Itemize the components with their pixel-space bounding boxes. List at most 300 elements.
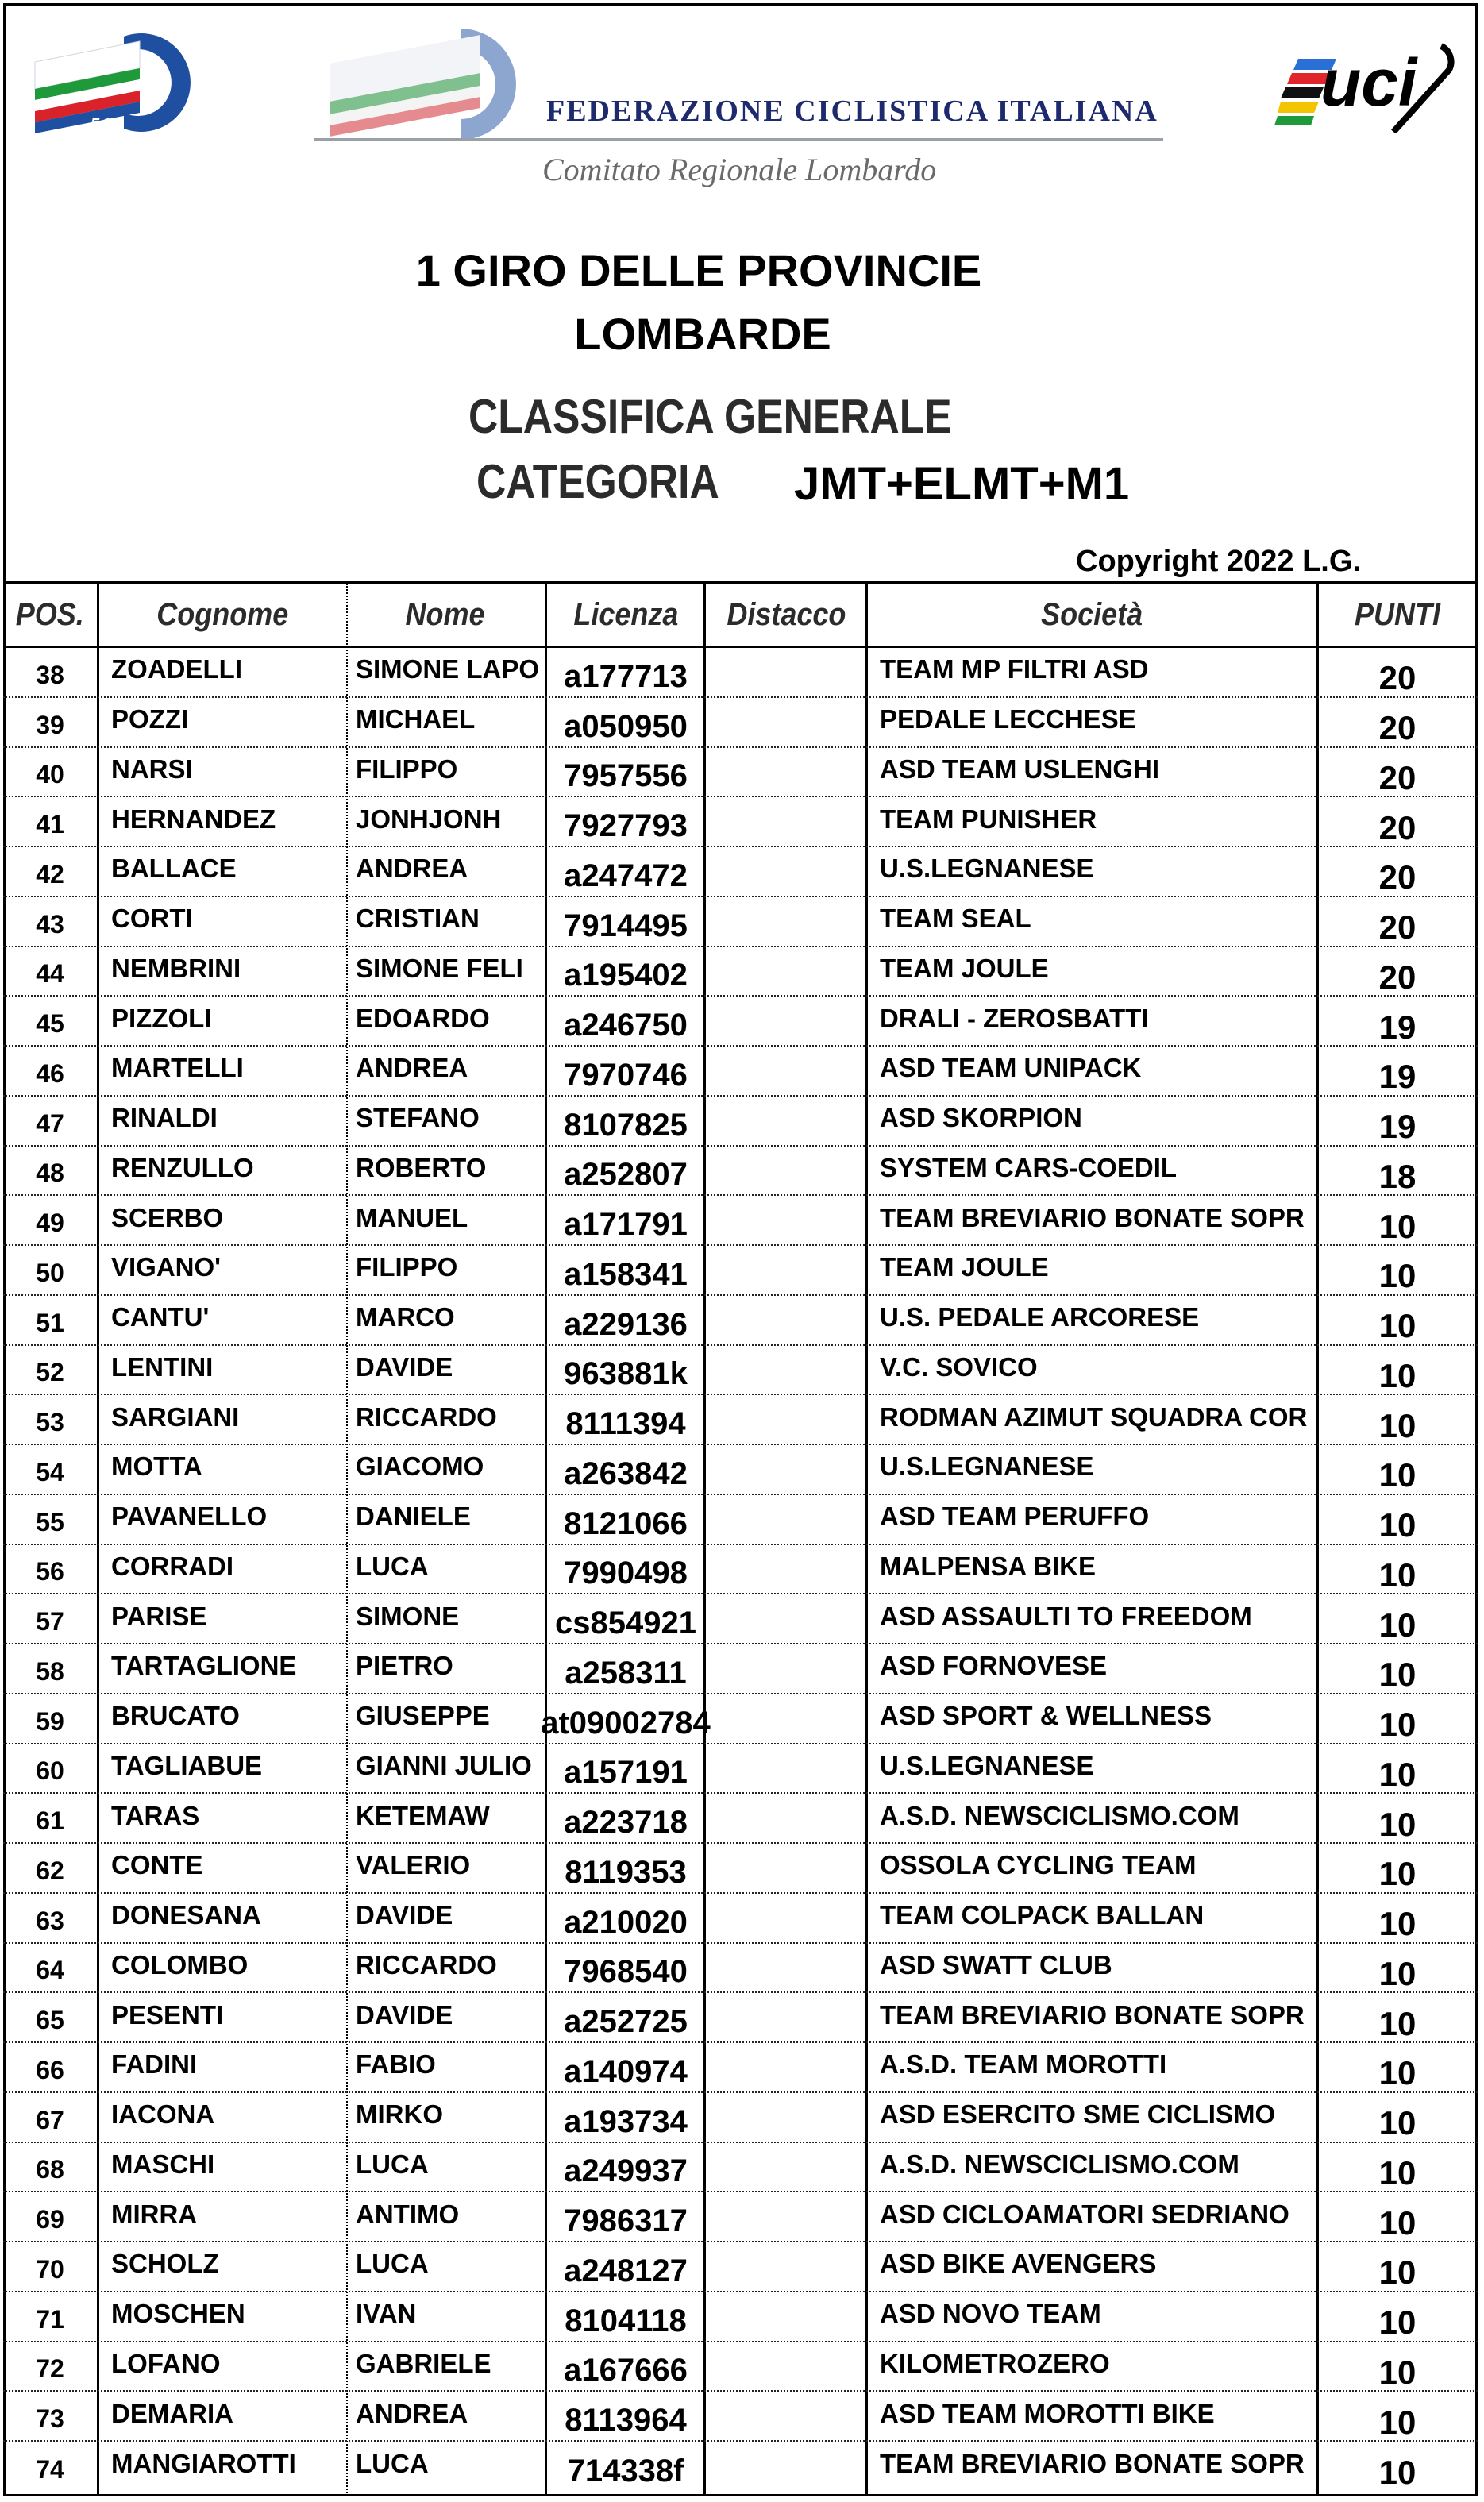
- cognome-cell: CONTE: [111, 1850, 203, 1880]
- cognome-cell: NEMBRINI: [111, 953, 241, 983]
- table-row: [3, 1097, 1478, 1147]
- pos-cell: 72: [36, 2354, 64, 2384]
- societa-cell: OSSOLA CYCLING TEAM: [880, 1850, 1197, 1880]
- cognome-cell: TAGLIABUE: [111, 1750, 263, 1780]
- table-row: [3, 2192, 1478, 2242]
- pos-cell: 58: [36, 1656, 64, 1686]
- distacco-cell: [705, 847, 867, 896]
- distacco-cell: [705, 1545, 867, 1594]
- punti-cell: 10: [1378, 1506, 1417, 1544]
- nome-cell: DAVIDE: [356, 1351, 453, 1382]
- licenza-cell: a252807: [564, 1157, 688, 1193]
- licenza-cell: 7957556: [564, 758, 688, 794]
- licenza-cell: 8119353: [565, 1854, 687, 1890]
- nome-cell: LUCA: [356, 2449, 429, 2479]
- header-nome: [346, 584, 545, 646]
- cognome-cell: TARAS: [111, 1800, 200, 1830]
- pos-cell: 44: [36, 959, 64, 989]
- societa-cell: ASD TEAM PERUFFO: [880, 1502, 1150, 1532]
- pos-cell: 39: [36, 710, 64, 739]
- societa-cell: PEDALE LECCHESE: [880, 704, 1136, 734]
- pos-cell: 61: [36, 1806, 64, 1836]
- cognome-cell: CORRADI: [111, 1551, 233, 1581]
- licenza-cell: a140974: [564, 2053, 688, 2089]
- punti-cell: 19: [1378, 1008, 1417, 1046]
- punti-cell: 10: [1378, 2104, 1417, 2142]
- pos-cell: 53: [36, 1408, 64, 1437]
- cognome-cell: CORTI: [111, 904, 193, 934]
- copyright-notice: Copyright 2022 L.G.: [1076, 545, 1361, 578]
- cognome-cell: MOTTA: [111, 1451, 202, 1482]
- licenza-cell: 7970746: [564, 1057, 688, 1093]
- header-distacco-label: Distacco: [726, 596, 846, 632]
- distacco-cell: [705, 2392, 867, 2440]
- punti-cell: 19: [1378, 1108, 1417, 1146]
- licenza-cell: 7927793: [564, 808, 688, 844]
- nome-cell: STEFANO: [356, 1103, 480, 1133]
- table-row: [3, 748, 1478, 798]
- licenza-cell: a247472: [564, 858, 688, 893]
- punti-cell: 10: [1378, 1706, 1417, 1744]
- nome-cell: DAVIDE: [356, 1900, 453, 1930]
- cognome-cell: MOSCHEN: [111, 2299, 245, 2329]
- cognome-cell: BALLACE: [111, 854, 237, 884]
- punti-cell: 10: [1378, 2454, 1417, 2492]
- table-row: [3, 1744, 1478, 1795]
- punti-cell: 10: [1378, 1406, 1417, 1444]
- societa-cell: A.S.D. NEWSCICLISMO.COM: [880, 2149, 1239, 2179]
- nome-cell: KETEMAW: [356, 1800, 490, 1830]
- pos-cell: 41: [36, 810, 64, 839]
- licenza-cell: a248127: [564, 2253, 688, 2288]
- punti-cell: 10: [1378, 1755, 1417, 1793]
- header-cognome-label: Cognome: [156, 596, 288, 632]
- distacco-cell: [705, 1296, 867, 1344]
- pos-cell: 71: [36, 2304, 64, 2334]
- distacco-cell: [705, 748, 867, 796]
- header-pos: [3, 584, 97, 646]
- distacco-cell: [705, 797, 867, 846]
- distacco-cell: [705, 2292, 867, 2341]
- table-row: [3, 2242, 1478, 2292]
- cognome-cell: MIRRA: [111, 2199, 198, 2229]
- societa-cell: A.S.D. NEWSCICLISMO.COM: [880, 1800, 1239, 1830]
- nome-cell: LUCA: [356, 2249, 429, 2279]
- pos-cell: 57: [36, 1607, 64, 1637]
- licenza-cell: a157191: [564, 1755, 688, 1791]
- cognome-cell: MARTELLI: [111, 1053, 244, 1083]
- table-row: [3, 2093, 1478, 2143]
- pos-cell: 43: [36, 909, 64, 939]
- societa-cell: ASD ASSAULTI TO FREEDOM: [880, 1601, 1252, 1631]
- societa-cell: ASD TEAM USLENGHI: [880, 754, 1160, 784]
- pos-cell: 68: [36, 2155, 64, 2184]
- pos-cell: 74: [36, 2454, 64, 2484]
- societa-cell: A.S.D. TEAM MOROTTI: [880, 2049, 1167, 2080]
- licenza-cell: 8113964: [565, 2403, 687, 2438]
- punti-cell: 10: [1378, 2004, 1417, 2042]
- licenza-cell: 8111394: [565, 1406, 686, 1442]
- cognome-cell: LENTINI: [111, 1351, 214, 1382]
- punti-cell: 10: [1378, 2303, 1417, 2342]
- table-row: [3, 897, 1478, 947]
- punti-cell: 10: [1378, 2253, 1417, 2292]
- distacco-cell: [705, 2043, 867, 2091]
- punti-cell: 10: [1378, 1307, 1417, 1345]
- pos-cell: 40: [36, 760, 64, 789]
- licenza-cell: a229136: [564, 1306, 688, 1342]
- punti-cell: 10: [1378, 1556, 1417, 1594]
- distacco-cell: [705, 1346, 867, 1394]
- header-licenza-label: Licenza: [572, 596, 679, 632]
- nome-cell: PIETRO: [356, 1651, 453, 1681]
- cognome-cell: TARTAGLIONE: [111, 1651, 297, 1681]
- pos-cell: 47: [36, 1108, 64, 1138]
- distacco-cell: [705, 1993, 867, 2041]
- pos-cell: 70: [36, 2254, 64, 2284]
- punti-cell: 10: [1378, 1905, 1417, 1943]
- societa-cell: U.S.LEGNANESE: [880, 1750, 1094, 1780]
- licenza-cell: at09002784: [541, 1705, 711, 1741]
- punti-cell: 20: [1378, 659, 1417, 697]
- distacco-cell: [705, 1147, 867, 1195]
- nome-cell: GIANNI JULIO: [356, 1750, 532, 1780]
- header-distacco: [705, 584, 867, 646]
- licenza-cell: 714338f: [567, 2453, 684, 2489]
- societa-cell: TEAM COLPACK BALLAN: [880, 1900, 1205, 1930]
- cognome-cell: DONESANA: [111, 1900, 261, 1930]
- table-row: [3, 1047, 1478, 1097]
- punti-cell: 20: [1378, 709, 1417, 747]
- pos-cell: 66: [36, 2055, 64, 2084]
- table-row: [3, 1246, 1478, 1296]
- cognome-cell: BRUCATO: [111, 1701, 240, 1731]
- societa-cell: DRALI - ZEROSBATTI: [880, 1003, 1149, 1033]
- header-punti-label: PUNTI: [1355, 596, 1440, 632]
- nome-cell: SIMONE FELI: [356, 953, 523, 983]
- cognome-cell: PAVANELLO: [111, 1502, 268, 1532]
- header-divider: [314, 138, 1163, 141]
- table-row: [3, 1944, 1478, 1994]
- pos-cell: 50: [36, 1258, 64, 1287]
- table-row: [3, 1844, 1478, 1894]
- classification-label: CLASSIFICA GENERALE: [468, 390, 952, 443]
- table-row: [3, 847, 1478, 897]
- pos-cell: 65: [36, 2006, 64, 2035]
- nome-cell: FILIPPO: [356, 1252, 458, 1282]
- societa-cell: U.S.LEGNANESE: [880, 1451, 1094, 1482]
- societa-cell: U.S.LEGNANESE: [880, 854, 1094, 884]
- licenza-cell: a210020: [564, 1904, 688, 1940]
- cognome-cell: HERNANDEZ: [111, 804, 276, 834]
- cognome-cell: ZOADELLI: [111, 654, 242, 684]
- distacco-cell: [705, 2342, 867, 2391]
- punti-cell: 20: [1378, 758, 1417, 796]
- punti-cell: 10: [1378, 1805, 1417, 1843]
- punti-cell: 20: [1378, 858, 1417, 896]
- licenza-cell: 7914495: [564, 908, 688, 943]
- nome-cell: MICHAEL: [356, 704, 476, 734]
- nome-cell: DANIELE: [356, 1502, 471, 1532]
- nome-cell: DAVIDE: [356, 1999, 453, 2030]
- societa-cell: TEAM BREVIARIO BONATE SOPR: [880, 2449, 1305, 2479]
- pos-cell: 48: [36, 1158, 64, 1188]
- event-title-line1: 1 GIRO DELLE PROVINCIE: [415, 245, 982, 295]
- licenza-cell: a263842: [564, 1455, 688, 1491]
- pos-cell: 69: [36, 2205, 64, 2234]
- cognome-cell: IACONA: [111, 2099, 215, 2130]
- distacco-cell: [705, 1196, 867, 1244]
- societa-cell: ASD TEAM MOROTTI BIKE: [880, 2398, 1215, 2428]
- societa-cell: ASD SPORT & WELLNESS: [880, 1701, 1212, 1731]
- nome-cell: EDOARDO: [356, 1003, 490, 1033]
- punti-cell: 18: [1378, 1157, 1417, 1195]
- regional-committee: Comitato Regionale Lombardo: [542, 152, 937, 187]
- cognome-cell: VIGANO': [111, 1252, 222, 1282]
- fci-center-logo: [322, 24, 552, 143]
- punti-cell: 10: [1378, 2353, 1417, 2391]
- fci-logo-text: F.C.I.: [91, 116, 125, 132]
- nome-cell: ROBERTO: [356, 1152, 487, 1182]
- cognome-cell: LOFANO: [111, 2348, 221, 2378]
- nome-cell: ANDREA: [356, 854, 468, 884]
- punti-cell: 10: [1378, 2403, 1417, 2441]
- table-row: [3, 2143, 1478, 2193]
- nome-cell: ANDREA: [356, 2398, 468, 2428]
- pos-cell: 63: [36, 1906, 64, 1935]
- table-row: [3, 2442, 1478, 2492]
- licenza-cell: a193734: [564, 2103, 688, 2139]
- licenza-cell: a171791: [564, 1207, 688, 1243]
- fci-logo: [29, 30, 211, 133]
- cognome-cell: CANTU': [111, 1302, 210, 1332]
- distacco-cell: [705, 1944, 867, 1992]
- nome-cell: ANDREA: [356, 1053, 468, 1083]
- societa-cell: SYSTEM CARS-COEDIL: [880, 1152, 1178, 1182]
- uci-logo: [1274, 30, 1465, 133]
- societa-cell: TEAM PUNISHER: [880, 804, 1097, 834]
- nome-cell: FILIPPO: [356, 754, 458, 784]
- cognome-cell: PESENTI: [111, 1999, 224, 2030]
- licenza-cell: a167666: [564, 2353, 688, 2388]
- nome-cell: SIMONE LAPO: [356, 654, 540, 684]
- distacco-cell: [705, 2093, 867, 2142]
- licenza-cell: 963881k: [564, 1356, 688, 1392]
- pos-cell: 42: [36, 859, 64, 889]
- cognome-cell: RENZULLO: [111, 1152, 254, 1182]
- nome-cell: ANTIMO: [356, 2199, 460, 2229]
- cognome-cell: MASCHI: [111, 2149, 215, 2179]
- table-row: [3, 947, 1478, 997]
- distacco-cell: [705, 1594, 867, 1643]
- table-row: [3, 1147, 1478, 1197]
- table-row: [3, 2043, 1478, 2093]
- pos-cell: 60: [36, 1756, 64, 1786]
- nome-cell: LUCA: [356, 1551, 429, 1581]
- table-row: [3, 1993, 1478, 2043]
- pos-cell: 52: [36, 1358, 64, 1387]
- distacco-cell: [705, 1794, 867, 1842]
- pos-cell: 38: [36, 660, 64, 689]
- licenza-cell: a050950: [564, 708, 688, 744]
- header-licenza: [546, 584, 705, 646]
- societa-cell: TEAM BREVIARIO BONATE SOPR: [880, 1999, 1305, 2030]
- punti-cell: 20: [1378, 958, 1417, 996]
- nome-cell: GABRIELE: [356, 2348, 491, 2378]
- nome-cell: JONHJONH: [356, 804, 502, 834]
- distacco-cell: [705, 1246, 867, 1294]
- distacco-cell: [705, 698, 867, 746]
- punti-cell: 10: [1378, 2054, 1417, 2092]
- societa-cell: ASD TEAM UNIPACK: [880, 1053, 1142, 1083]
- federation-name: FEDERAZIONE CICLISTICA ITALIANA: [546, 94, 1158, 128]
- distacco-cell: [705, 1644, 867, 1693]
- punti-cell: 19: [1378, 1058, 1417, 1096]
- nome-cell: FABIO: [356, 2049, 436, 2080]
- pos-cell: 55: [36, 1507, 64, 1536]
- table-row: [3, 2342, 1478, 2392]
- header-cognome: [98, 584, 346, 646]
- pos-cell: 73: [36, 2404, 64, 2434]
- table-row: [3, 1395, 1478, 1445]
- punti-cell: 10: [1378, 1356, 1417, 1394]
- cognome-cell: DEMARIA: [111, 2398, 233, 2428]
- table-row: [3, 1545, 1478, 1595]
- pos-cell: 49: [36, 1209, 64, 1238]
- societa-cell: TEAM BREVIARIO BONATE SOPR: [880, 1202, 1305, 1232]
- pos-cell: 54: [36, 1457, 64, 1486]
- societa-cell: MALPENSA BIKE: [880, 1551, 1096, 1581]
- punti-cell: 10: [1378, 2153, 1417, 2192]
- licenza-cell: a158341: [564, 1256, 688, 1292]
- cognome-cell: MANGIAROTTI: [111, 2449, 296, 2479]
- societa-cell: ASD SKORPION: [880, 1103, 1082, 1133]
- distacco-cell: [705, 1097, 867, 1145]
- punti-cell: 10: [1378, 1456, 1417, 1494]
- licenza-cell: 7990498: [564, 1556, 688, 1591]
- pos-cell: 45: [36, 1009, 64, 1039]
- table-row: [3, 648, 1478, 698]
- cognome-cell: NARSI: [111, 754, 193, 784]
- societa-cell: TEAM SEAL: [880, 904, 1031, 934]
- table-row: [3, 797, 1478, 847]
- nome-cell: GIACOMO: [356, 1451, 484, 1482]
- distacco-cell: [705, 997, 867, 1045]
- licenza-cell: a258311: [565, 1655, 687, 1690]
- table-row: [3, 997, 1478, 1047]
- table-header-row: [3, 584, 1478, 646]
- nome-cell: RICCARDO: [356, 1949, 497, 1980]
- licenza-cell: a223718: [564, 1805, 688, 1841]
- cognome-cell: COLOMBO: [111, 1949, 249, 1980]
- table-row: [3, 1196, 1478, 1246]
- distacco-cell: [705, 2442, 867, 2492]
- nome-cell: RICCARDO: [356, 1401, 497, 1432]
- cognome-cell: PIZZOLI: [111, 1003, 212, 1033]
- distacco-cell: [705, 897, 867, 946]
- societa-cell: ASD SWATT CLUB: [880, 1949, 1112, 1980]
- distacco-cell: [705, 1395, 867, 1444]
- table-row: [3, 1346, 1478, 1396]
- societa-cell: ASD NOVO TEAM: [880, 2299, 1101, 2329]
- societa-cell: KILOMETROZERO: [880, 2348, 1110, 2378]
- cognome-cell: FADINI: [111, 2049, 198, 2080]
- licenza-cell: a252725: [564, 2004, 688, 2040]
- licenza-cell: a177713: [564, 658, 688, 694]
- cognome-cell: SCERBO: [111, 1202, 224, 1232]
- table-row: [3, 1894, 1478, 1944]
- pos-cell: 56: [36, 1557, 64, 1586]
- table-row: [3, 1495, 1478, 1545]
- table-row: [3, 2292, 1478, 2342]
- cognome-cell: PARISE: [111, 1601, 207, 1631]
- cognome-cell: SARGIANI: [111, 1401, 240, 1432]
- table-row: [3, 698, 1478, 748]
- licenza-cell: 7968540: [564, 1954, 688, 1990]
- table-row: [3, 1445, 1478, 1495]
- nome-cell: GIUSEPPE: [356, 1701, 490, 1731]
- pos-cell: 62: [36, 1856, 64, 1885]
- table-row: [3, 2392, 1478, 2442]
- table-row: [3, 1694, 1478, 1744]
- societa-cell: TEAM JOULE: [880, 1252, 1049, 1282]
- societa-cell: TEAM MP FILTRI ASD: [880, 654, 1149, 684]
- header-societa: [867, 584, 1316, 646]
- licenza-cell: cs854921: [555, 1606, 696, 1641]
- distacco-cell: [705, 947, 867, 996]
- pos-cell: 51: [36, 1308, 64, 1337]
- nome-cell: MANUEL: [356, 1202, 468, 1232]
- societa-cell: ASD CICLOAMATORI SEDRIANO: [880, 2199, 1289, 2229]
- societa-cell: ASD ESERCITO SME CICLISMO: [880, 2099, 1276, 2130]
- nome-cell: SIMONE: [356, 1601, 460, 1631]
- distacco-cell: [705, 1047, 867, 1095]
- punti-cell: 20: [1378, 808, 1417, 846]
- pos-cell: 59: [36, 1706, 64, 1736]
- licenza-cell: 8121066: [564, 1505, 688, 1541]
- punti-cell: 10: [1378, 1954, 1417, 1992]
- societa-cell: RODMAN AZIMUT SQUADRA COR: [880, 1401, 1308, 1432]
- table-row: [3, 1296, 1478, 1346]
- licenza-cell: 8104118: [565, 2303, 687, 2338]
- nome-cell: MIRKO: [356, 2099, 443, 2130]
- table-row: [3, 1644, 1478, 1694]
- distacco-cell: [705, 2143, 867, 2192]
- pos-cell: 46: [36, 1058, 64, 1088]
- licenza-cell: a246750: [564, 1008, 688, 1043]
- societa-cell: U.S. PEDALE ARCORESE: [880, 1302, 1200, 1332]
- nome-cell: MARCO: [356, 1302, 455, 1332]
- nome-cell: LUCA: [356, 2149, 429, 2179]
- nome-cell: IVAN: [356, 2299, 417, 2329]
- societa-cell: ASD BIKE AVENGERS: [880, 2249, 1157, 2279]
- nome-cell: CRISTIAN: [356, 904, 480, 934]
- licenza-cell: 7986317: [564, 2203, 688, 2239]
- licenza-cell: a195402: [564, 958, 688, 993]
- header-societa-label: Società: [1040, 596, 1143, 632]
- punti-cell: 20: [1378, 908, 1417, 946]
- event-title-line2: LOMBARDE: [574, 309, 831, 359]
- distacco-cell: [705, 1495, 867, 1544]
- licenza-cell: a249937: [564, 2153, 688, 2189]
- cognome-cell: SCHOLZ: [111, 2249, 219, 2279]
- category-label: CATEGORIA: [476, 455, 719, 508]
- table-row: [3, 1794, 1478, 1844]
- table-row: [3, 1594, 1478, 1644]
- distacco-cell: [705, 1744, 867, 1793]
- header-nome-label: Nome: [405, 596, 486, 632]
- uci-logo-text: uci: [1320, 45, 1417, 120]
